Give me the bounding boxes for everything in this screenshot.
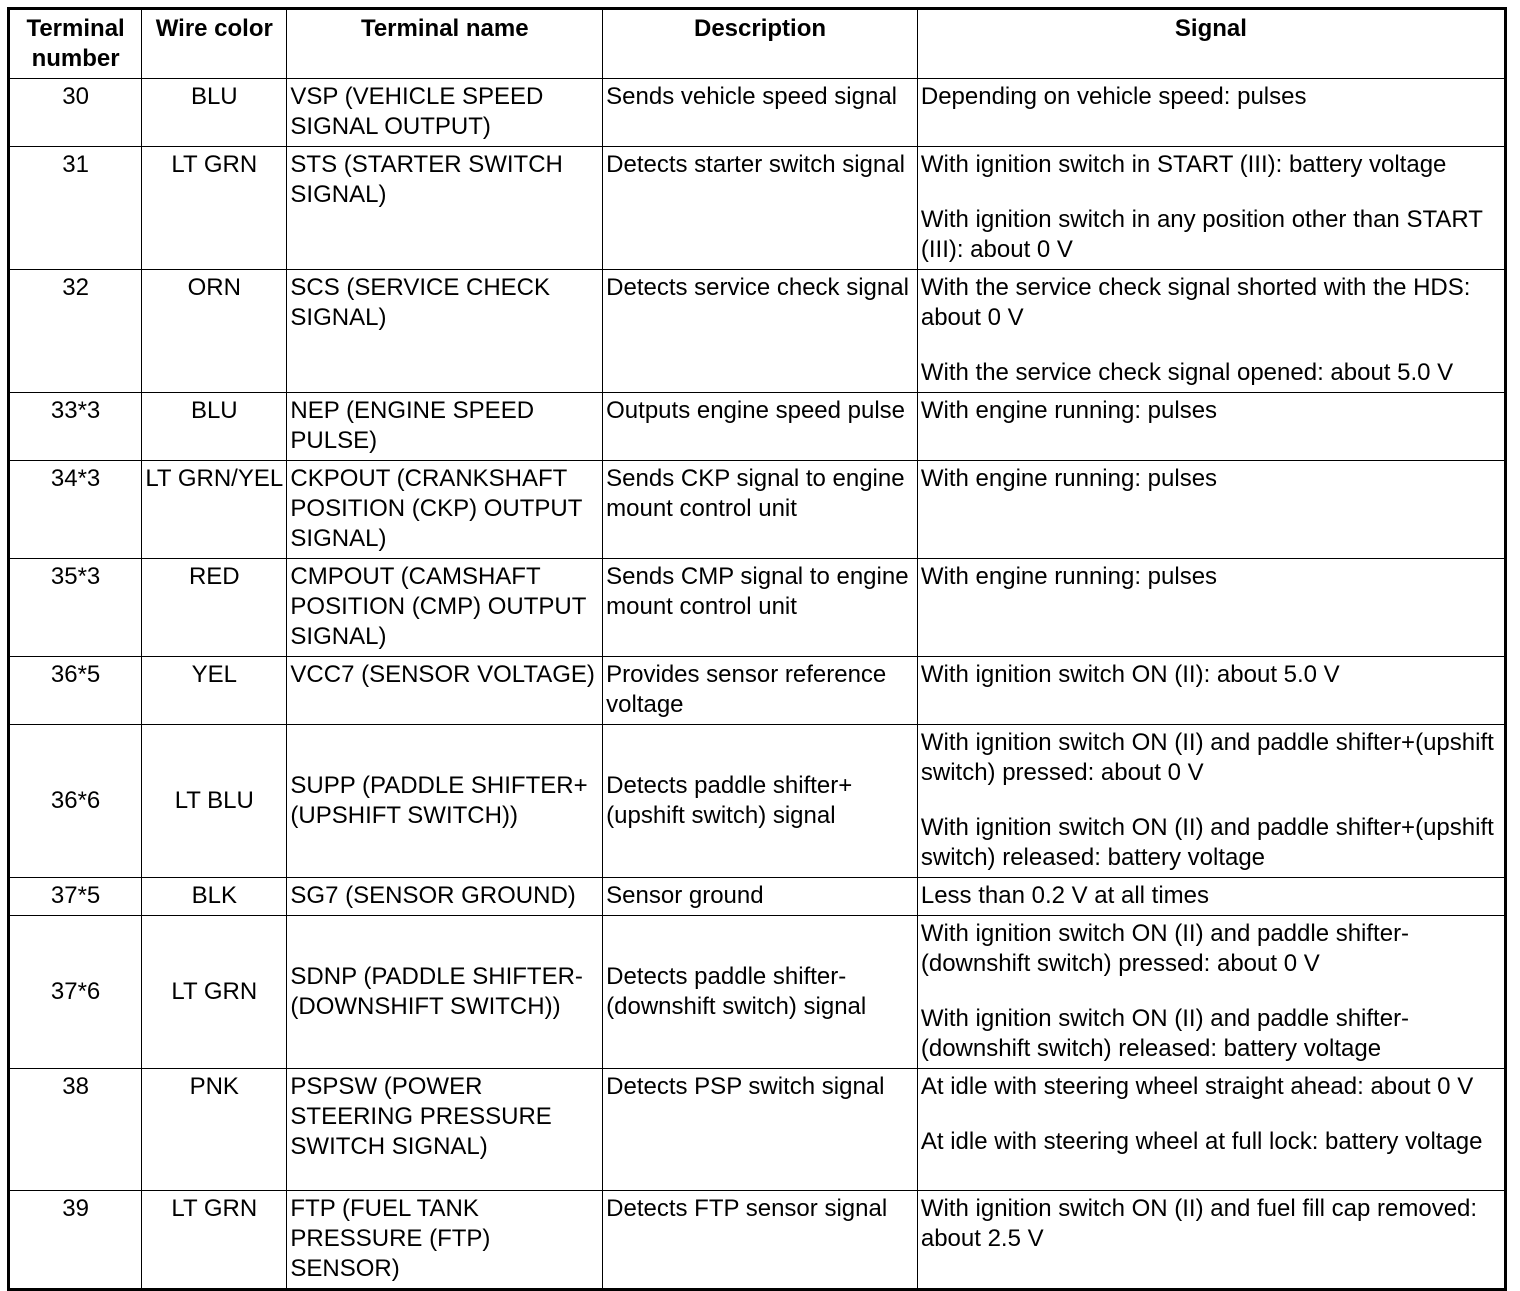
description-cell: Outputs engine speed pulse [603, 393, 918, 461]
signal-cell [917, 916, 1505, 1069]
table-row [9, 657, 1506, 725]
signal-cell [917, 79, 1505, 147]
terminal-cell: 38 [9, 1069, 142, 1191]
signal-cell [917, 147, 1505, 270]
header-terminal-number [9, 9, 142, 79]
signal-cell [917, 1069, 1505, 1191]
header-signal: Signal [917, 9, 1505, 79]
signal-cell [917, 1191, 1505, 1290]
wire-color-cell: ORN [142, 270, 287, 393]
header-terminal-number-line1: Terminal [26, 15, 125, 42]
signal-text: With engine running: pulses [920, 397, 1218, 424]
terminal-cell: 39 [9, 1191, 142, 1290]
terminal-cell: 35*3 [9, 559, 142, 657]
signal-cell [917, 270, 1505, 393]
terminal-cell: 37*6 [9, 916, 142, 1069]
wire-color-cell: LT GRN [142, 147, 287, 270]
description-cell: Sends vehicle speed signal [603, 79, 918, 147]
signal-text: With ignition switch ON (II) and paddle shifter- (downshift switch) released: battery voltage [920, 1005, 1410, 1062]
terminal-name-cell: SCS (SERVICE CHECK SIGNAL) [287, 270, 603, 393]
table-row [9, 725, 1506, 878]
terminal-cell: 36*6 [9, 725, 142, 878]
header-terminal-number-line2: number [31, 45, 120, 72]
terminal-name-cell: SDNP (PADDLE SHIFTER- (DOWNSHIFT SWITCH)) [287, 916, 603, 1069]
wire-color-cell: BLK [142, 878, 287, 916]
signal-text: With engine running: pulses [920, 465, 1218, 492]
wire-color-cell: RED [142, 559, 287, 657]
signal-cell [917, 461, 1505, 559]
terminal-name-cell: NEP (ENGINE SPEED PULSE) [287, 393, 603, 461]
table-row [9, 1069, 1506, 1191]
table-row [9, 878, 1506, 916]
header-description: Description [603, 9, 918, 79]
header-wire-color: Wire color [142, 9, 287, 79]
description-cell: Detects paddle shifter- (downshift switch) signal [603, 916, 918, 1069]
wire-color-cell: LT GRN [142, 1191, 287, 1290]
table-row [9, 916, 1506, 1069]
wire-color-cell: PNK [142, 1069, 287, 1191]
signal-text: With ignition switch ON (II): about 5.0 V [920, 661, 1340, 688]
table-row [9, 1191, 1506, 1290]
description-cell: Sends CMP signal to engine mount control unit [603, 559, 918, 657]
description-cell: Detects PSP switch signal [603, 1069, 918, 1191]
terminal-cell: 33*3 [9, 393, 142, 461]
terminal-cell: 31 [9, 147, 142, 270]
signal-text: With ignition switch in any position other than START (III): about 0 V [920, 206, 1483, 263]
signal-text: With ignition switch in START (III): battery voltage [920, 151, 1447, 178]
header-terminal-name: Terminal name [287, 9, 603, 79]
signal-text: At idle with steering wheel straight ahead: about 0 V [920, 1073, 1474, 1100]
terminal-cell: 36*5 [9, 657, 142, 725]
table-row [9, 393, 1506, 461]
signal-cell [917, 559, 1505, 657]
description-cell: Detects service check signal [603, 270, 918, 393]
table-row [9, 461, 1506, 559]
terminal-name-cell: VSP (VEHICLE SPEED SIGNAL OUTPUT) [287, 79, 603, 147]
signal-cell [917, 657, 1505, 725]
table-row [9, 79, 1506, 147]
wire-color-cell: YEL [142, 657, 287, 725]
wire-color-cell: BLU [142, 79, 287, 147]
signal-text: With engine running: pulses [920, 563, 1218, 590]
wire-color-cell: LT GRN [142, 916, 287, 1069]
signal-text: With the service check signal opened: about 5.0 V [920, 359, 1454, 386]
signal-text: With the service check signal shorted with the HDS: about 0 V [920, 274, 1471, 331]
terminal-cell: 30 [9, 79, 142, 147]
terminal-name-cell: CKPOUT (CRANKSHAFT POSITION (CKP) OUTPUT SIGNAL) [287, 461, 603, 559]
table-row [9, 147, 1506, 270]
signal-text: With ignition switch ON (II) and paddle shifter+(upshift switch) pressed: about 0 V [920, 729, 1494, 786]
description-cell: Detects starter switch signal [603, 147, 918, 270]
terminal-name-cell: STS (STARTER SWITCH SIGNAL) [287, 147, 603, 270]
signal-text: Depending on vehicle speed: pulses [920, 83, 1307, 110]
table-row [9, 559, 1506, 657]
terminal-cell: 32 [9, 270, 142, 393]
signal-text: Less than 0.2 V at all times [920, 882, 1210, 909]
terminal-name-cell: CMPOUT (CAMSHAFT POSITION (CMP) OUTPUT SIGNAL) [287, 559, 603, 657]
terminal-cell: 37*5 [9, 878, 142, 916]
terminal-name-cell: SG7 (SENSOR GROUND) [287, 878, 603, 916]
signal-cell [917, 878, 1505, 916]
signal-text: With ignition switch ON (II) and fuel fill cap removed: about 2.5 V [920, 1195, 1478, 1252]
signal-text: With ignition switch ON (II) and paddle shifter- (downshift switch) pressed: about 0 V [920, 920, 1410, 977]
terminal-name-cell: PSPSW (POWER STEERING PRESSURE SWITCH SIGNAL) [287, 1069, 603, 1191]
document-page [7, 7, 1507, 1282]
terminal-name-cell: FTP (FUEL TANK PRESSURE (FTP) SENSOR) [287, 1191, 603, 1290]
terminal-table [7, 7, 1507, 1291]
description-cell: Detects paddle shifter+ (upshift switch) signal [603, 725, 918, 878]
description-cell: Sensor ground [603, 878, 918, 916]
wire-color-cell: BLU [142, 393, 287, 461]
signal-cell [917, 725, 1505, 878]
signal-text: With ignition switch ON (II) and paddle shifter+(upshift switch) released: battery voltage [920, 814, 1494, 871]
terminal-cell: 34*3 [9, 461, 142, 559]
wire-color-cell: LT BLU [142, 725, 287, 878]
header-row [9, 9, 1506, 79]
signal-text: At idle with steering wheel at full lock: battery voltage [920, 1128, 1483, 1155]
description-cell: Detects FTP sensor signal [603, 1191, 918, 1290]
terminal-name-cell: SUPP (PADDLE SHIFTER+ (UPSHIFT SWITCH)) [287, 725, 603, 878]
description-cell: Sends CKP signal to engine mount control unit [603, 461, 918, 559]
wire-color-cell: LT GRN/YEL [142, 461, 287, 559]
description-cell: Provides sensor reference voltage [603, 657, 918, 725]
terminal-name-cell: VCC7 (SENSOR VOLTAGE) [287, 657, 603, 725]
table-row [9, 270, 1506, 393]
signal-cell [917, 393, 1505, 461]
